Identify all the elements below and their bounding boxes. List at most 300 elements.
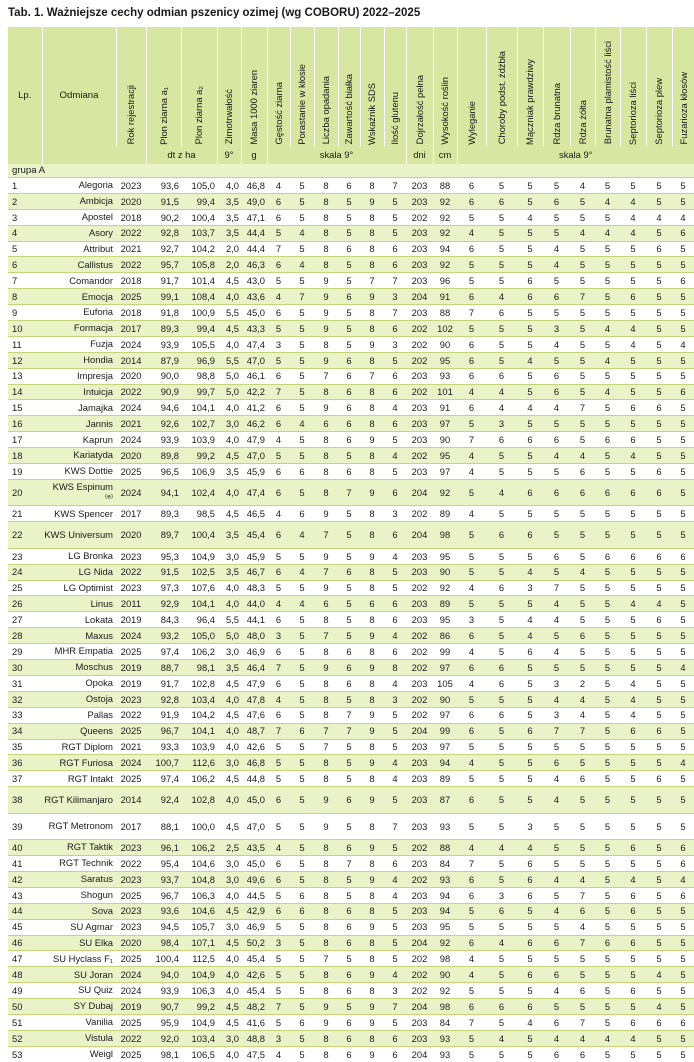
cell-variety-name: LG Nida [42, 564, 116, 580]
cell-value: 5 [338, 771, 360, 787]
table-row [8, 257, 694, 273]
table-row [8, 384, 694, 400]
cell-value: 5 [384, 935, 406, 951]
cell-value: 2024 [116, 400, 146, 416]
cell-value: 2022 [116, 384, 146, 400]
unit-dni: dni [406, 146, 433, 164]
cell-value: 203 [406, 368, 433, 384]
cell-value: 4 [543, 871, 570, 887]
cell-value: 6 [517, 999, 543, 1015]
cell-value: 105 [433, 675, 457, 691]
cell-value: 45,4 [241, 951, 267, 967]
cell-value: 8 [360, 400, 384, 416]
cell-value: 5 [290, 580, 314, 596]
cell-value: 2023 [116, 871, 146, 887]
cell-value: 5 [384, 564, 406, 580]
cell-value: 104,1 [181, 723, 217, 739]
cell-value: 5 [457, 209, 486, 225]
cell-value: 5 [457, 273, 486, 289]
cell-value: 5 [570, 660, 595, 676]
cell-value: 5 [486, 612, 517, 628]
table-row [8, 580, 694, 596]
cell-value: 3 [384, 289, 406, 305]
table-row [8, 612, 694, 628]
cell-value: 44,0 [241, 596, 267, 612]
cell-value: 6 [543, 384, 570, 400]
cell-value: 92,6 [146, 416, 181, 432]
table-title: Tab. 1. Ważniejsze cechy odmian pszenicy ozimej (wg COBORU) 2022–2025 [8, 7, 421, 19]
cell-value: 203 [406, 241, 433, 257]
cell-value: 7 [360, 273, 384, 289]
cell-value: 7 [360, 368, 384, 384]
cell-value: 7 [267, 660, 290, 676]
cell-value: 5 [620, 273, 646, 289]
cell-value: 94 [433, 903, 457, 919]
cell-variety-name: SU Quiz [42, 983, 116, 999]
cell-value: 4 [486, 935, 517, 951]
cell-value: 4 [595, 1030, 620, 1046]
cell-value: 8 [314, 691, 338, 707]
cell-value: 41,6 [241, 1014, 267, 1030]
cell-value: 47,8 [241, 691, 267, 707]
cell-value: 2023 [116, 840, 146, 856]
cell-value: 6 [267, 564, 290, 580]
cell-value: 203 [406, 564, 433, 580]
cell-value: 2,0 [217, 241, 241, 257]
cell-variety-name: Apostel [42, 209, 116, 225]
cell-value: 204 [406, 999, 433, 1015]
cell-value: 5 [290, 919, 314, 935]
cell-value: 7 [267, 241, 290, 257]
table-row [8, 813, 694, 840]
cell-value: 44,4 [241, 225, 267, 241]
cell-value: 46,8 [241, 178, 267, 194]
cell-value: 6 [457, 241, 486, 257]
cell-value: 5 [517, 919, 543, 935]
cell-value: 5 [595, 506, 620, 522]
cell-value: 43,5 [241, 840, 267, 856]
cell-value: 5 [543, 273, 570, 289]
cell-value: 3 [517, 580, 543, 596]
table-row [8, 368, 694, 384]
cell-value: 5 [384, 209, 406, 225]
cell-variety-name: Vistula [42, 1030, 116, 1046]
cell-value: 2024 [116, 628, 146, 644]
cell-value: 5 [672, 967, 694, 983]
cell-value: 8 [314, 225, 338, 241]
cell-value: 6 [338, 352, 360, 368]
cell-value: 5 [672, 432, 694, 448]
cell-value: 5 [338, 548, 360, 564]
cell-lp: 32 [8, 691, 42, 707]
cell-value: 6 [384, 241, 406, 257]
cell-value: 6 [517, 871, 543, 887]
cell-value: 5 [646, 840, 672, 856]
cell-value: 95 [433, 612, 457, 628]
cell-value: 7 [338, 723, 360, 739]
cell-lp: 12 [8, 352, 42, 368]
table-row [8, 209, 694, 225]
cell-value: 8 [314, 209, 338, 225]
cell-value: 43,0 [241, 273, 267, 289]
cell-value: 4,0 [217, 887, 241, 903]
cell-value: 5 [517, 771, 543, 787]
cell-value: 5 [646, 813, 672, 840]
cell-value: 5 [620, 644, 646, 660]
cell-value: 5 [672, 522, 694, 549]
cell-value: 5 [486, 1046, 517, 1062]
cell-value: 5 [517, 660, 543, 676]
cell-value: 8 [360, 691, 384, 707]
cell-value: 5 [646, 856, 672, 872]
cell-value: 46,5 [241, 506, 267, 522]
cell-value: 9 [314, 580, 338, 596]
cell-value: 3,0 [217, 856, 241, 872]
cell-variety-name: KWS Dottie [42, 464, 116, 480]
cell-value: 6 [338, 289, 360, 305]
cell-variety-name: Alegoria [42, 178, 116, 194]
cell-value: 4,0 [217, 739, 241, 755]
cell-value: 5 [595, 289, 620, 305]
cell-value: 93,3 [146, 739, 181, 755]
cell-value: 5 [486, 225, 517, 241]
cell-value: 5 [595, 1046, 620, 1062]
cell-value: 93 [433, 1030, 457, 1046]
cell-value: 44,5 [241, 887, 267, 903]
table-row [8, 951, 694, 967]
cell-value: 5 [646, 273, 672, 289]
header-col: Ilość glutenu [384, 27, 406, 146]
cell-value: 2023 [116, 919, 146, 935]
cell-value: 4 [457, 464, 486, 480]
cell-value: 6 [486, 675, 517, 691]
cell-lp: 9 [8, 305, 42, 321]
cell-value: 8 [360, 305, 384, 321]
cell-value: 5 [595, 448, 620, 464]
cell-value: 3,0 [217, 1030, 241, 1046]
cell-value: 5 [486, 755, 517, 771]
cell-value: 96,9 [181, 352, 217, 368]
cell-lp: 39 [8, 813, 42, 840]
cell-value: 5 [290, 273, 314, 289]
cell-value: 4 [620, 321, 646, 337]
cell-value: 3 [384, 506, 406, 522]
cell-value: 5 [486, 178, 517, 194]
cell-value: 5 [646, 1030, 672, 1046]
cell-value: 96,4 [181, 612, 217, 628]
table-row [8, 522, 694, 549]
cell-value: 4 [543, 336, 570, 352]
cell-value: 3 [486, 416, 517, 432]
cell-value: 9 [360, 871, 384, 887]
cell-value: 5 [517, 368, 543, 384]
cell-value: 9 [360, 336, 384, 352]
cell-value: 5 [290, 840, 314, 856]
cell-value: 5 [457, 903, 486, 919]
cell-value: 49,0 [241, 193, 267, 209]
cell-value: 5 [672, 723, 694, 739]
cell-value: 8 [314, 432, 338, 448]
cell-value: 5 [570, 305, 595, 321]
cell-value: 5 [338, 951, 360, 967]
cell-value: 5 [290, 935, 314, 951]
cell-value: 44,1 [241, 612, 267, 628]
cell-value: 84 [433, 1014, 457, 1030]
cell-lp: 30 [8, 660, 42, 676]
cell-value: 5 [457, 257, 486, 273]
cell-value: 7 [314, 723, 338, 739]
cell-value: 8 [360, 935, 384, 951]
cell-value: 9 [314, 787, 338, 814]
cell-value: 3 [457, 612, 486, 628]
cell-value: 5 [570, 787, 595, 814]
cell-value: 5 [457, 321, 486, 337]
cell-value: 3,0 [217, 871, 241, 887]
cell-value: 4 [517, 400, 543, 416]
cell-value: 4,5 [217, 448, 241, 464]
cell-value: 96,1 [146, 840, 181, 856]
cell-value: 5 [595, 856, 620, 872]
cell-value: 6 [338, 564, 360, 580]
cell-value: 106,2 [181, 644, 217, 660]
cell-value: 5 [267, 771, 290, 787]
cell-value: 3,5 [217, 660, 241, 676]
cell-value: 4 [384, 755, 406, 771]
cell-value: 103,4 [181, 691, 217, 707]
cell-value: 5 [543, 522, 570, 549]
cell-value: 5 [543, 209, 570, 225]
cell-value: 5 [338, 225, 360, 241]
cell-value: 4 [620, 209, 646, 225]
cell-value: 202 [406, 840, 433, 856]
cell-value: 5 [517, 548, 543, 564]
cell-value: 4,0 [217, 479, 241, 506]
cell-value: 5 [486, 871, 517, 887]
cell-value: 5 [290, 209, 314, 225]
cell-value: 5 [595, 919, 620, 935]
cell-value: 6 [457, 660, 486, 676]
cell-value: 8 [314, 193, 338, 209]
cell-value: 5 [517, 257, 543, 273]
cell-variety-name: Linus [42, 596, 116, 612]
cell-value: 47,1 [241, 209, 267, 225]
cell-value: 5 [517, 448, 543, 464]
cell-variety-name: KWS Espinum ⁽ᵉ⁾ [42, 479, 116, 506]
cell-value: 6 [267, 707, 290, 723]
cell-value: 98,8 [181, 368, 217, 384]
cell-value: 106,9 [181, 464, 217, 480]
cell-value: 5 [646, 506, 672, 522]
cell-value: 5 [672, 983, 694, 999]
cell-value: 204 [406, 1046, 433, 1062]
cell-value: 2025 [116, 644, 146, 660]
cell-value: 5 [595, 273, 620, 289]
cell-value: 5 [620, 522, 646, 549]
cell-value: 86 [433, 628, 457, 644]
cell-value: 9 [314, 289, 338, 305]
cell-value: 4 [290, 596, 314, 612]
cell-value: 5 [672, 321, 694, 337]
cell-value: 203 [406, 675, 433, 691]
cell-value: 7 [314, 739, 338, 755]
cell-value: 203 [406, 856, 433, 872]
cell-value: 3 [543, 707, 570, 723]
cell-value: 203 [406, 416, 433, 432]
cell-value: 203 [406, 225, 433, 241]
cell-value: 6 [620, 935, 646, 951]
cell-value: 5 [672, 739, 694, 755]
cell-value: 100,7 [146, 755, 181, 771]
cell-variety-name: Moschus [42, 660, 116, 676]
cell-value: 88,1 [146, 813, 181, 840]
cell-value: 4,5 [217, 1014, 241, 1030]
cell-value: 5 [595, 787, 620, 814]
cell-value: 5 [517, 506, 543, 522]
cell-value: 4,5 [217, 506, 241, 522]
cell-value: 42,9 [241, 903, 267, 919]
cell-value: 4,0 [217, 691, 241, 707]
cell-value: 4 [457, 675, 486, 691]
cell-value: 5 [338, 448, 360, 464]
cell-value: 4,0 [217, 289, 241, 305]
cell-value: 5 [290, 305, 314, 321]
cell-value: 5 [646, 257, 672, 273]
cell-value: 5 [267, 813, 290, 840]
cell-value: 4 [620, 707, 646, 723]
cell-value: 5 [595, 1014, 620, 1030]
cell-value: 5 [672, 257, 694, 273]
cell-value: 44,8 [241, 771, 267, 787]
cell-value: 5 [267, 580, 290, 596]
cell-value: 5 [570, 384, 595, 400]
cell-value: 45,9 [241, 548, 267, 564]
cell-value: 5 [646, 935, 672, 951]
cell-value: 5 [290, 1046, 314, 1062]
header-col: Wskaźnik SDS [360, 27, 384, 146]
cell-value: 2,0 [217, 257, 241, 273]
cell-value: 50,2 [241, 935, 267, 951]
cell-value: 6 [384, 479, 406, 506]
cell-value: 5 [517, 225, 543, 241]
cell-value: 5 [620, 919, 646, 935]
cell-value: 4,0 [217, 596, 241, 612]
cell-value: 9 [314, 400, 338, 416]
cell-value: 46,4 [241, 660, 267, 676]
cell-value: 8 [314, 178, 338, 194]
cell-value: 5 [267, 225, 290, 241]
cell-value: 6 [595, 548, 620, 564]
cell-value: 7 [457, 856, 486, 872]
table-row [8, 305, 694, 321]
cell-value: 102,4 [181, 479, 217, 506]
cell-value: 5 [517, 336, 543, 352]
cell-value: 5 [646, 580, 672, 596]
cell-value: 6 [620, 723, 646, 739]
cell-value: 203 [406, 1014, 433, 1030]
cell-value: 8 [314, 967, 338, 983]
cell-value: 87 [433, 787, 457, 814]
cell-value: 7 [384, 178, 406, 194]
cell-value: 6 [338, 903, 360, 919]
cell-variety-name: LG Optimist [42, 580, 116, 596]
cell-value: 6 [457, 193, 486, 209]
cell-value: 5 [672, 178, 694, 194]
cell-value: 5 [338, 628, 360, 644]
cell-value: 202 [406, 321, 433, 337]
cell-value: 6 [267, 368, 290, 384]
cell-value: 102,7 [181, 416, 217, 432]
cell-value: 6 [517, 935, 543, 951]
cell-value: 2024 [116, 479, 146, 506]
cell-value: 5 [620, 352, 646, 368]
cell-value: 2020 [116, 448, 146, 464]
cell-value: 5 [595, 660, 620, 676]
cell-value: 5 [646, 193, 672, 209]
header-col: Masa 1000 ziaren [241, 27, 267, 146]
cell-value: 204 [406, 935, 433, 951]
table-row [8, 1046, 694, 1062]
cell-value: 5 [267, 548, 290, 564]
cell-value: 2019 [116, 999, 146, 1015]
cell-value: 5 [620, 739, 646, 755]
cell-value: 5 [620, 628, 646, 644]
cell-value: 4,5 [217, 813, 241, 840]
cell-value: 203 [406, 755, 433, 771]
cell-value: 5 [672, 352, 694, 368]
cell-value: 2020 [116, 935, 146, 951]
cell-value: 104,2 [181, 241, 217, 257]
cell-value: 47,9 [241, 432, 267, 448]
cell-value: 5 [570, 273, 595, 289]
cell-value: 4 [517, 840, 543, 856]
cell-value: 5 [384, 707, 406, 723]
cell-value: 5 [486, 506, 517, 522]
cell-value: 4 [457, 580, 486, 596]
cell-lp: 2 [8, 193, 42, 209]
cell-value: 102 [433, 321, 457, 337]
cell-value: 93,9 [146, 336, 181, 352]
cell-value: 4 [620, 596, 646, 612]
cell-value: 6 [646, 479, 672, 506]
cell-value: 8 [360, 983, 384, 999]
cell-value: 95,9 [146, 1014, 181, 1030]
header-col: Dojrzałość pełna [406, 27, 433, 146]
cell-value: 6 [267, 787, 290, 814]
cell-value: 8 [314, 707, 338, 723]
cell-value: 2018 [116, 209, 146, 225]
cell-lp: 6 [8, 257, 42, 273]
cell-value: 93 [433, 813, 457, 840]
cell-value: 5 [290, 813, 314, 840]
table-row [8, 723, 694, 739]
cell-value: 4 [457, 840, 486, 856]
cell-value: 106,5 [181, 1046, 217, 1062]
cell-value: 2021 [116, 739, 146, 755]
cell-value: 5 [646, 644, 672, 660]
cell-lp: 10 [8, 321, 42, 337]
cell-value: 4 [570, 691, 595, 707]
cell-value: 100,9 [181, 305, 217, 321]
cell-value: 5 [646, 628, 672, 644]
cell-value: 5 [595, 628, 620, 644]
cell-value: 5 [457, 564, 486, 580]
cell-value: 6 [672, 225, 694, 241]
cell-value: 5 [457, 983, 486, 999]
cell-value: 7 [570, 1014, 595, 1030]
cell-value: 5 [570, 321, 595, 337]
cell-value: 203 [406, 273, 433, 289]
cell-value: 8 [314, 919, 338, 935]
